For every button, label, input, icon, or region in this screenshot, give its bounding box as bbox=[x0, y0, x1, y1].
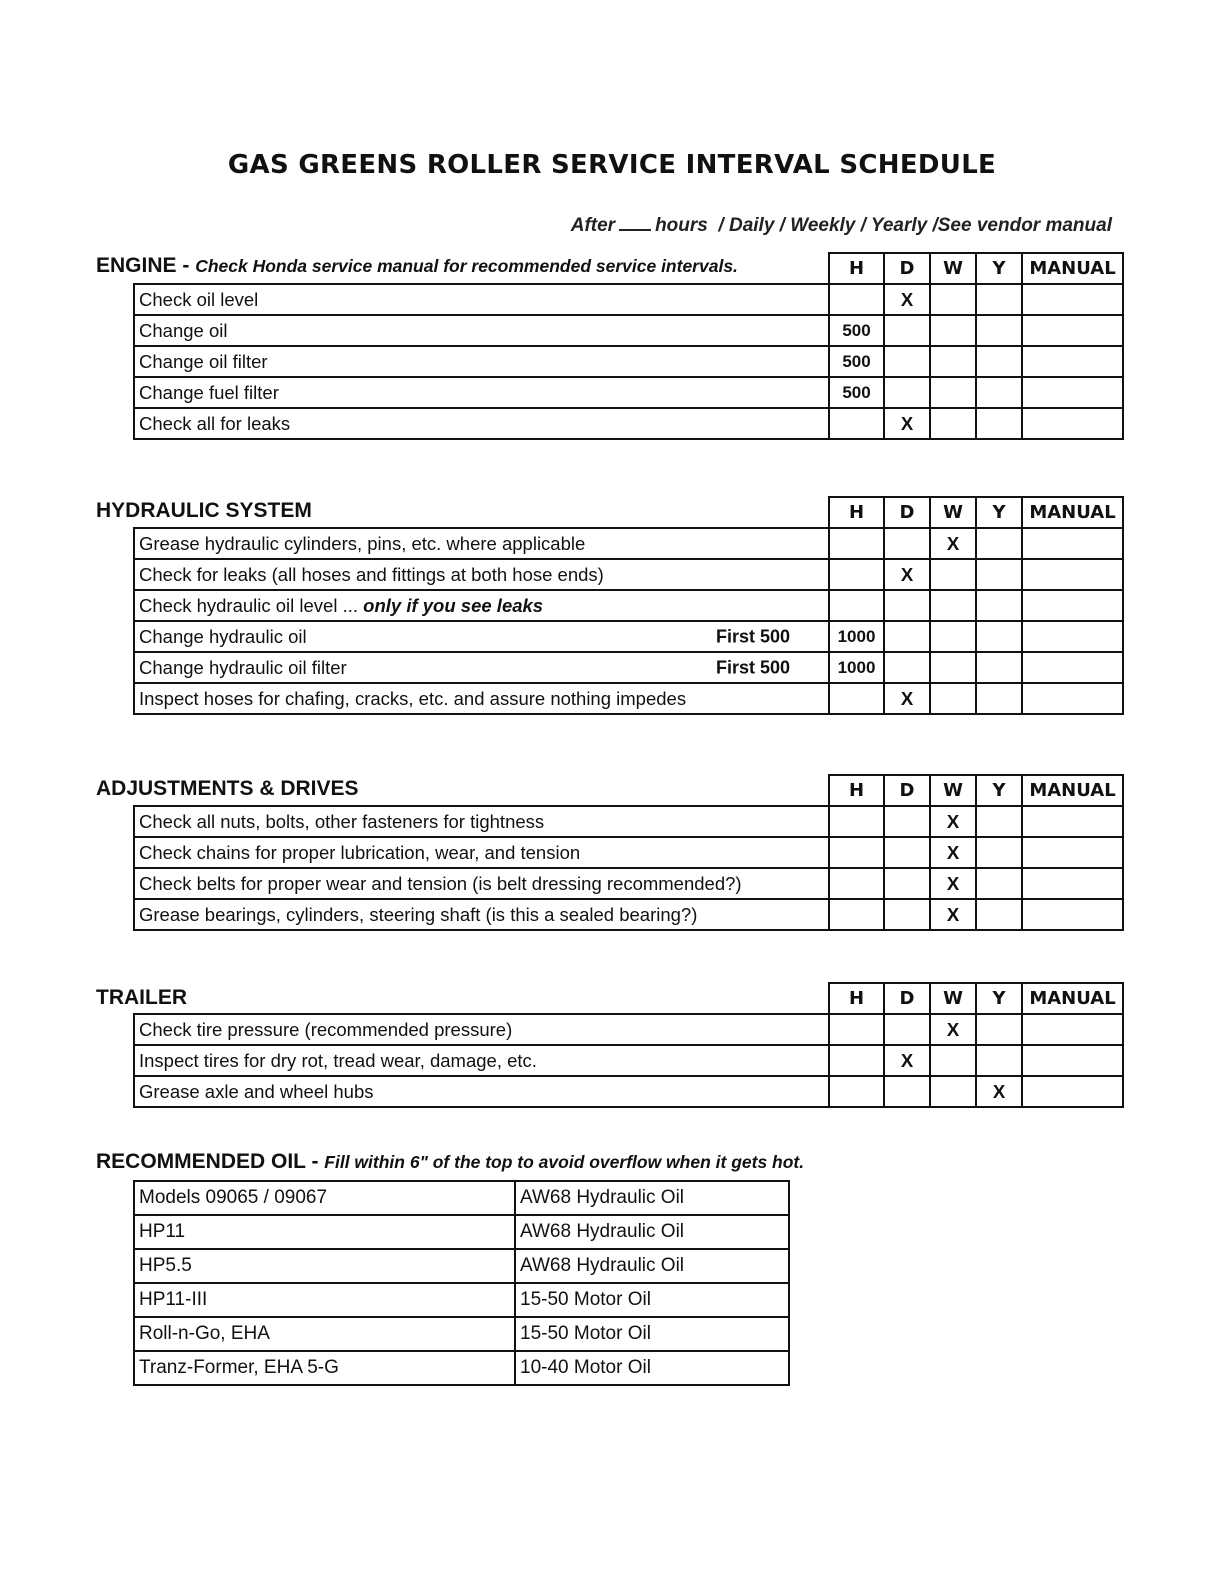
column-header-d: D bbox=[884, 983, 930, 1014]
interval-y-cell bbox=[976, 559, 1022, 590]
interval-legend bbox=[440, 215, 1112, 237]
oil-title bbox=[96, 1150, 804, 1174]
interval-h-cell bbox=[829, 1014, 884, 1045]
interval-manual-cell bbox=[1022, 652, 1123, 683]
task-cell bbox=[134, 868, 829, 899]
interval-y-cell bbox=[976, 1045, 1022, 1076]
interval-y-cell bbox=[976, 284, 1022, 315]
interval-d-cell bbox=[884, 377, 930, 408]
interval-d-cell: X bbox=[884, 559, 930, 590]
interval-y-cell bbox=[976, 868, 1022, 899]
oil-type-cell: AW68 Hydraulic Oil bbox=[515, 1215, 789, 1249]
task-label: Change oil bbox=[139, 319, 228, 341]
task-label: Inspect hoses for chafing, cracks, etc. and assure nothing impedes bbox=[139, 687, 687, 709]
interval-manual-cell bbox=[1022, 837, 1123, 868]
column-header-y: Y bbox=[976, 497, 1022, 528]
interval-w-cell bbox=[930, 590, 976, 621]
table-row bbox=[134, 559, 1123, 590]
task-label: Change hydraulic oil bbox=[139, 625, 307, 647]
interval-manual-cell bbox=[1022, 377, 1123, 408]
column-header-manual: MANUAL bbox=[1022, 253, 1123, 284]
table-row bbox=[134, 346, 1123, 377]
task-cell bbox=[134, 1014, 829, 1045]
interval-y-cell bbox=[976, 590, 1022, 621]
interval-d-cell: X bbox=[884, 408, 930, 439]
oil-type-cell: 15-50 Motor Oil bbox=[515, 1317, 789, 1351]
interval-manual-cell bbox=[1022, 683, 1123, 714]
header-spacer bbox=[134, 775, 829, 806]
model-cell: Roll-n-Go, EHA bbox=[134, 1317, 515, 1351]
table-row bbox=[134, 1249, 789, 1283]
engine-note: Check Honda service manual for recommended service intervals. bbox=[195, 256, 738, 276]
table-row bbox=[134, 806, 1123, 837]
column-header-w: W bbox=[930, 253, 976, 284]
table-row bbox=[134, 408, 1123, 439]
header-spacer bbox=[134, 497, 829, 528]
model-cell: Models 09065 / 09067 bbox=[134, 1181, 515, 1215]
oil-type-cell: AW68 Hydraulic Oil bbox=[515, 1181, 789, 1215]
interval-w-cell bbox=[930, 346, 976, 377]
interval-w-cell bbox=[930, 408, 976, 439]
interval-manual-cell bbox=[1022, 1045, 1123, 1076]
adjustments-title-text: ADJUSTMENTS & DRIVES bbox=[96, 777, 359, 800]
interval-w-cell: X bbox=[930, 806, 976, 837]
interval-h-cell: 500 bbox=[829, 346, 884, 377]
first-interval: First 500 bbox=[715, 657, 790, 677]
task-cell bbox=[134, 837, 829, 868]
task-label: Inspect tires for dry rot, tread wear, damage, etc. bbox=[139, 1049, 537, 1071]
table-row bbox=[134, 377, 1123, 408]
interval-y-cell bbox=[976, 528, 1022, 559]
interval-w-cell bbox=[930, 315, 976, 346]
engine-table bbox=[133, 252, 1124, 440]
interval-h-cell bbox=[829, 1045, 884, 1076]
interval-w-cell: X bbox=[930, 837, 976, 868]
interval-d-cell bbox=[884, 621, 930, 652]
column-header-row bbox=[134, 497, 1123, 528]
interval-d-cell bbox=[884, 315, 930, 346]
interval-y-cell bbox=[976, 652, 1022, 683]
table-row bbox=[134, 899, 1123, 930]
task-emphasis: only if you see leaks bbox=[363, 594, 544, 616]
column-header-h: H bbox=[829, 775, 884, 806]
interval-h-cell bbox=[829, 528, 884, 559]
interval-w-cell: X bbox=[930, 899, 976, 930]
task-cell bbox=[134, 315, 829, 346]
interval-h-cell: 1000 bbox=[829, 621, 884, 652]
interval-manual-cell bbox=[1022, 559, 1123, 590]
table-row bbox=[134, 683, 1123, 714]
column-header-h: H bbox=[829, 983, 884, 1014]
interval-manual-cell bbox=[1022, 346, 1123, 377]
interval-d-cell bbox=[884, 837, 930, 868]
task-label: Check oil level bbox=[139, 288, 259, 310]
column-header-y: Y bbox=[976, 983, 1022, 1014]
interval-h-cell bbox=[829, 837, 884, 868]
interval-w-cell: X bbox=[930, 868, 976, 899]
legend-hours-blank bbox=[619, 215, 651, 231]
legend-after: After bbox=[570, 215, 616, 236]
interval-h-cell bbox=[829, 408, 884, 439]
table-row bbox=[134, 1317, 789, 1351]
interval-w-cell: X bbox=[930, 1014, 976, 1045]
interval-h-cell bbox=[829, 1076, 884, 1107]
adjustments-table bbox=[133, 774, 1124, 931]
oil-type-cell: AW68 Hydraulic Oil bbox=[515, 1249, 789, 1283]
hydraulic-table bbox=[133, 496, 1124, 715]
interval-d-cell: X bbox=[884, 284, 930, 315]
hydraulic-title-text: HYDRAULIC SYSTEM bbox=[96, 499, 312, 522]
table-row bbox=[134, 837, 1123, 868]
interval-y-cell bbox=[976, 315, 1022, 346]
interval-h-cell bbox=[829, 590, 884, 621]
task-label: Check all for leaks bbox=[139, 412, 291, 434]
interval-h-cell: 500 bbox=[829, 315, 884, 346]
interval-d-cell bbox=[884, 652, 930, 683]
interval-y-cell bbox=[976, 806, 1022, 837]
column-header-w: W bbox=[930, 775, 976, 806]
task-cell bbox=[134, 590, 829, 621]
table-row bbox=[134, 1283, 789, 1317]
interval-y-cell bbox=[976, 408, 1022, 439]
legend-hours: hours bbox=[655, 215, 708, 236]
first-interval: First 500 bbox=[715, 626, 790, 646]
table-row bbox=[134, 528, 1123, 559]
interval-d-cell bbox=[884, 806, 930, 837]
model-cell: HP11 bbox=[134, 1215, 515, 1249]
interval-w-cell: X bbox=[930, 528, 976, 559]
task-label: Check chains for proper lubrication, wear, and tension bbox=[139, 841, 581, 863]
interval-y-cell bbox=[976, 346, 1022, 377]
header-spacer bbox=[134, 983, 829, 1014]
task-cell bbox=[134, 528, 829, 559]
table-row bbox=[134, 1014, 1123, 1045]
interval-w-cell bbox=[930, 652, 976, 683]
table-row bbox=[134, 1351, 789, 1385]
column-header-row bbox=[134, 775, 1123, 806]
interval-d-cell bbox=[884, 590, 930, 621]
task-label: Check all nuts, bolts, other fasteners for tightness bbox=[139, 810, 545, 832]
interval-h-cell bbox=[829, 284, 884, 315]
oil-note: Fill within 6" of the top to avoid overflow when it gets hot. bbox=[324, 1152, 805, 1172]
oil-type-cell: 15-50 Motor Oil bbox=[515, 1283, 789, 1317]
task-label: Grease bearings, cylinders, steering shaft (is this a sealed bearing?) bbox=[139, 903, 698, 925]
column-header-w: W bbox=[930, 983, 976, 1014]
model-cell: HP11-III bbox=[134, 1283, 515, 1317]
task-cell bbox=[134, 408, 829, 439]
table-row bbox=[134, 621, 1123, 652]
interval-d-cell bbox=[884, 899, 930, 930]
interval-h-cell: 500 bbox=[829, 377, 884, 408]
trailer-table bbox=[133, 982, 1124, 1108]
interval-manual-cell bbox=[1022, 528, 1123, 559]
interval-h-cell bbox=[829, 868, 884, 899]
table-row bbox=[134, 1215, 789, 1249]
interval-d-cell: X bbox=[884, 683, 930, 714]
interval-w-cell bbox=[930, 377, 976, 408]
column-header-h: H bbox=[829, 497, 884, 528]
interval-w-cell bbox=[930, 559, 976, 590]
task-label: Change hydraulic oil filter bbox=[139, 656, 347, 678]
interval-h-cell: 1000 bbox=[829, 652, 884, 683]
task-cell bbox=[134, 346, 829, 377]
column-header-y: Y bbox=[976, 775, 1022, 806]
interval-manual-cell bbox=[1022, 868, 1123, 899]
interval-y-cell: X bbox=[976, 1076, 1022, 1107]
interval-y-cell bbox=[976, 377, 1022, 408]
trailer-title-text: TRAILER bbox=[96, 986, 187, 1009]
model-cell: Tranz-Former, EHA 5-G bbox=[134, 1351, 515, 1385]
table-row bbox=[134, 315, 1123, 346]
interval-d-cell bbox=[884, 1014, 930, 1045]
model-cell: HP5.5 bbox=[134, 1249, 515, 1283]
interval-h-cell bbox=[829, 806, 884, 837]
column-header-manual: MANUAL bbox=[1022, 775, 1123, 806]
column-header-row bbox=[134, 983, 1123, 1014]
interval-w-cell bbox=[930, 621, 976, 652]
oil-title-text: RECOMMENDED OIL - bbox=[96, 1150, 319, 1173]
column-header-d: D bbox=[884, 253, 930, 284]
interval-w-cell bbox=[930, 1076, 976, 1107]
task-label: Check belts for proper wear and tension (is belt dressing recommended?) bbox=[139, 872, 742, 894]
interval-manual-cell bbox=[1022, 806, 1123, 837]
column-header-y: Y bbox=[976, 253, 1022, 284]
interval-d-cell: X bbox=[884, 1045, 930, 1076]
task-cell bbox=[134, 284, 829, 315]
interval-manual-cell bbox=[1022, 899, 1123, 930]
interval-manual-cell bbox=[1022, 1014, 1123, 1045]
interval-h-cell bbox=[829, 559, 884, 590]
column-header-manual: MANUAL bbox=[1022, 497, 1123, 528]
column-header-h: H bbox=[829, 253, 884, 284]
table-row bbox=[134, 590, 1123, 621]
task-cell bbox=[134, 899, 829, 930]
column-header-row bbox=[134, 253, 1123, 284]
interval-y-cell bbox=[976, 683, 1022, 714]
interval-y-cell bbox=[976, 1014, 1022, 1045]
interval-manual-cell bbox=[1022, 284, 1123, 315]
interval-d-cell bbox=[884, 1076, 930, 1107]
task-cell bbox=[134, 559, 829, 590]
column-header-w: W bbox=[930, 497, 976, 528]
task-label: Check hydraulic oil level ... bbox=[139, 594, 359, 616]
interval-manual-cell bbox=[1022, 408, 1123, 439]
task-label: Check for leaks (all hoses and fittings at both hose ends) bbox=[139, 563, 604, 585]
header-spacer bbox=[134, 253, 829, 284]
table-row bbox=[134, 1181, 789, 1215]
interval-h-cell bbox=[829, 899, 884, 930]
table-row bbox=[134, 868, 1123, 899]
page-title: GAS GREENS ROLLER SERVICE INTERVAL SCHEDULE bbox=[227, 150, 997, 180]
interval-d-cell bbox=[884, 346, 930, 377]
interval-d-cell bbox=[884, 528, 930, 559]
table-row bbox=[134, 284, 1123, 315]
table-row bbox=[134, 652, 1123, 683]
oil-table bbox=[133, 1180, 790, 1386]
interval-w-cell bbox=[930, 1045, 976, 1076]
interval-w-cell bbox=[930, 284, 976, 315]
column-header-d: D bbox=[884, 497, 930, 528]
interval-y-cell bbox=[976, 621, 1022, 652]
task-cell bbox=[134, 652, 829, 683]
oil-type-cell: 10-40 Motor Oil bbox=[515, 1351, 789, 1385]
task-label: Change fuel filter bbox=[139, 381, 279, 403]
task-cell bbox=[134, 377, 829, 408]
task-label: Grease hydraulic cylinders, pins, etc. where applicable bbox=[139, 532, 586, 554]
table-row bbox=[134, 1045, 1123, 1076]
task-label: Change oil filter bbox=[139, 350, 268, 372]
task-cell bbox=[134, 683, 829, 714]
interval-w-cell bbox=[930, 683, 976, 714]
task-label: Check tire pressure (recommended pressure) bbox=[139, 1018, 513, 1040]
interval-manual-cell bbox=[1022, 590, 1123, 621]
interval-d-cell bbox=[884, 868, 930, 899]
task-label: Grease axle and wheel hubs bbox=[139, 1080, 374, 1102]
interval-manual-cell bbox=[1022, 621, 1123, 652]
task-cell bbox=[134, 621, 829, 652]
engine-title-text: ENGINE - bbox=[96, 254, 190, 277]
task-cell bbox=[134, 1076, 829, 1107]
task-cell bbox=[134, 806, 829, 837]
column-header-d: D bbox=[884, 775, 930, 806]
interval-y-cell bbox=[976, 899, 1022, 930]
interval-h-cell bbox=[829, 683, 884, 714]
interval-manual-cell bbox=[1022, 315, 1123, 346]
task-cell bbox=[134, 1045, 829, 1076]
legend-rest: / Daily / Weekly / Yearly /See vendor manual bbox=[718, 215, 1112, 236]
interval-y-cell bbox=[976, 837, 1022, 868]
column-header-manual: MANUAL bbox=[1022, 983, 1123, 1014]
table-row bbox=[134, 1076, 1123, 1107]
interval-manual-cell bbox=[1022, 1076, 1123, 1107]
